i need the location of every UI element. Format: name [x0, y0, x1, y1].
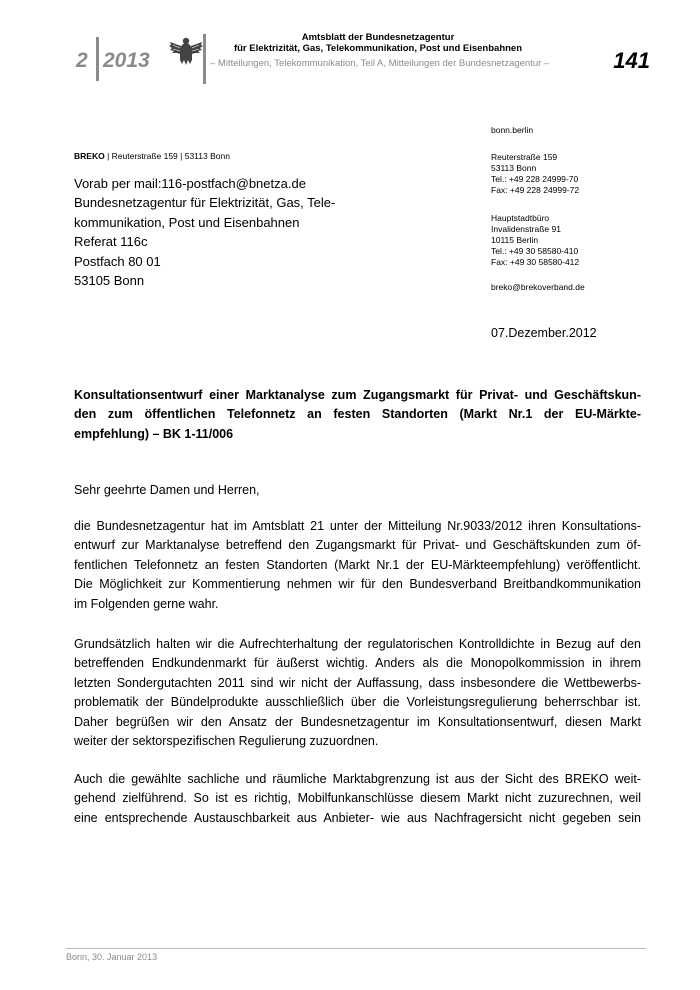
paragraph-line: entwurf zur Marktanalyse betreffend den Zugangsmarkt für Privat- und Geschäftskunden zum öf-: [74, 538, 641, 553]
paragraph-line: Auch die gewählte sachliche und räumliche Marktabgrenzung ist aus der Sicht des BREKO weit-: [74, 772, 641, 786]
contact-line: Tel.: +49 228 24999-70: [491, 174, 579, 184]
federal-eagle-icon: [168, 34, 204, 70]
body-paragraph: [74, 770, 641, 828]
recipient-line: Referat 116c: [74, 234, 148, 250]
recipient-line: Vorab per mail:116-postfach@bnetza.de: [74, 176, 306, 191]
recipient-line: 53105 Bonn: [74, 273, 145, 289]
sender-org: BREKO: [74, 151, 105, 161]
sender-line: [74, 151, 230, 161]
contact-line: Tel.: +49 30 58580-410: [491, 246, 579, 256]
footer-divider: [66, 948, 646, 949]
contact-line: Invalidenstraße 91: [491, 224, 561, 234]
recipient-line: Postfach 80 01: [74, 253, 161, 269]
letter-subject: [74, 386, 641, 444]
paragraph-line: die Bundesnetzagentur hat im Amtsblatt 21 unter der Mitteilung Nr.9033/2012 ihren Konsultations-: [74, 519, 641, 533]
paragraph-line: letzten Sondergutachten 2011 sind wir nicht der Auffassung, dass insbesondere die Wettbewerbs-: [74, 675, 641, 690]
contact-line: 10115 Berlin: [491, 235, 539, 245]
berlin-office: [491, 213, 579, 268]
contact-email: breko@brekoverband.de: [491, 282, 585, 292]
contact-line: Fax: +49 30 58580-412: [491, 257, 580, 267]
subject-line: Konsultationsentwurf einer Marktanalyse zum Zugangsmarkt für Privat- und Geschäftskun-: [74, 388, 641, 402]
subject-line: den zum öffentlichen Telefonnetz an festen Standorten (Markt Nr.1 der EU-Märkte-: [74, 407, 641, 422]
paragraph-line: Grundsätzlich halten wir die Aufrechterhaltung der regulatorischen Kontrolldichte in Bezug auf den: [74, 637, 641, 651]
paragraph-line: Daher begrüßen wir den Ansatz der Bundesnetzagentur im Konsultationsentwurf, diesen Markt: [74, 714, 641, 729]
contact-line: Hauptstadtbüro: [491, 213, 550, 223]
subject-line: empfehlung) – BK 1-11/006: [74, 426, 234, 441]
paragraph-line: gehend zielführend. So ist es richtig, Mobilfunkanschlüsse diesem Markt nicht zuzurechnen, weil: [74, 791, 641, 806]
letter-date: 07.Dezember.2012: [491, 326, 597, 340]
right-column-heading: bonn.berlin: [491, 125, 534, 135]
recipient-line: kommunikation, Post und Eisenbahnen: [74, 214, 300, 230]
paragraph-line: Die Möglichkeit zur Kommentierung nehmen wir für den Bundesverband Breitbandkommunikation: [74, 577, 641, 592]
issue-year: 2013: [103, 49, 150, 72]
publication-subtitle: – Mitteilungen, Telekommunikation, Teil A, Mitteilungen der Bundesnetzagentur –: [210, 58, 550, 69]
paragraph-line: problematik der Bündelprodukte ausschließlich über die Vorleistungsregulierung beherrschbar ist.: [74, 695, 641, 710]
salutation: Sehr geehrte Damen und Herren,: [74, 483, 260, 497]
bonn-office: [491, 152, 579, 196]
paragraph-line: fentlichen Telefonnetz an festen Standorten (Markt Nr.1 der EU-Märkteempfehlung) veröffentlicht.: [74, 557, 641, 572]
header-divider: [96, 37, 99, 81]
contact-line: Reuterstraße 159: [491, 152, 558, 162]
paragraph-line: betreffenden Endkundenmarkt für äußerst wichtig. Anders als die Monopolkommission in ihrem: [74, 656, 641, 671]
contact-line: Fax: +49 228 24999-72: [491, 185, 580, 195]
paragraph-line: im Folgenden gerne wahr.: [74, 596, 219, 611]
body-paragraph: [74, 635, 641, 751]
contact-line: 53113 Bonn: [491, 163, 537, 173]
body-paragraph: [74, 517, 641, 614]
publication-title-line2: für Elektrizität, Gas, Telekommunikation, Post und Eisenbahnen: [233, 43, 523, 54]
footer-date: Bonn, 30. Januar 2013: [66, 952, 158, 962]
sender-address: | Reuterstraße 159 | 53113 Bonn: [104, 151, 230, 161]
paragraph-line: weiter der sektorspezifischen Regulierung zuzuordnen.: [74, 734, 379, 749]
page-number: 141: [613, 48, 650, 73]
publication-title-line1: Amtsblatt der Bundesnetzagentur: [301, 32, 455, 43]
recipient-line: Bundesnetzagentur für Elektrizität, Gas, Tele-: [74, 195, 336, 211]
recipient-address: [74, 174, 335, 290]
paragraph-line: eine entsprechende Austauschbarkeit aus Anbieter- wie aus Nachfragersicht nicht gegeben sein: [74, 810, 641, 825]
issue-number: 2: [76, 49, 88, 72]
